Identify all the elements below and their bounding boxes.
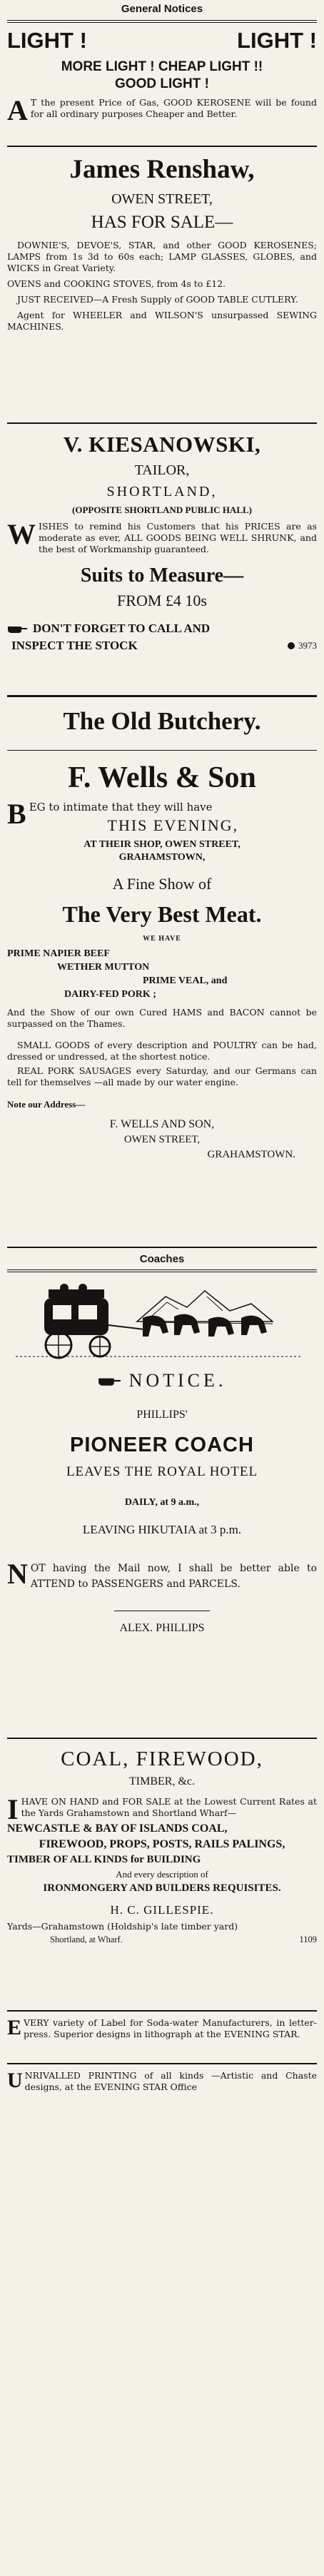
meat-list: [7, 947, 317, 1001]
advert-body: BEG to intimate that they will have: [7, 798, 213, 830]
advert-body: SMALL GOODS of every description and POULTRY can be had, dressed or undressed, at the shortest notice.: [7, 1040, 317, 1062]
advert-body: UNRIVALLED PRINTING of all kinds —Artistic and Chaste designs, at the EVENING STAR Office: [7, 2069, 317, 2092]
advertiser-trade: TAILOR,: [134, 462, 190, 478]
timber-line: TIMBER OF ALL KINDS for BUILDING: [7, 1854, 201, 1865]
coach-leaves: LEAVES THE ROYAL HOTEL: [66, 1464, 258, 1479]
advert-body: REAL PORK SAUSAGES every Saturday, and our Germans can tell for themselves —all made by our water engine.: [7, 1065, 317, 1087]
fine-show: A Fine Show of: [112, 875, 212, 893]
signature-town: GRAHAMSTOWN.: [207, 1149, 295, 1160]
advertiser-street: OWEN STREET,: [111, 191, 213, 207]
advert-title-right: LIGHT !: [237, 28, 317, 53]
kiesanowski-advert: [7, 424, 317, 695]
wharf-line: Shortland, at Wharf. 1109: [50, 1934, 317, 1944]
advert-body: NOT having the Mail now, I shall be better able to ATTEND to PASSENGERS and PARCELS.: [7, 1558, 317, 1590]
meat-item: PRIME NAPIER BEEF: [7, 948, 110, 959]
gillespie-advert: [7, 1739, 317, 2010]
signature-name: ALEX. PHILLIPS: [119, 1622, 205, 1634]
drop-cap: B: [7, 798, 26, 830]
we-have: WE HAVE: [143, 935, 181, 943]
advert-body: OVENS and COOKING STOVES, from 4s to £12.: [7, 278, 226, 289]
signature-name: H. C. GILLESPIE.: [110, 1903, 214, 1917]
coach-leaving: LEAVING HIKUTAIA at 3 p.m.: [82, 1523, 242, 1536]
advert-body: Agent for WHEELER and WILSON'S unsurpassed SEWING MACHINES.: [7, 310, 317, 332]
advertiser-name: V. KIESANOWSKI,: [63, 432, 261, 457]
suits-heading: Suits to Measure—: [80, 564, 244, 587]
coach-title: PIONEER COACH: [70, 1434, 254, 1456]
shop-town: GRAHAMSTOWN,: [118, 852, 206, 863]
meat-item: WETHER MUTTON: [57, 962, 150, 973]
coal-heading: NEWCASTLE & BAY OF ISLANDS COAL,: [7, 1822, 228, 1835]
advert-subtitle: MORE LIGHT ! CHEAP LIGHT !!: [61, 59, 263, 74]
section-heading: General Notices: [121, 3, 203, 15]
reminder-line: DON'T FORGET TO CALL AND: [7, 621, 317, 637]
renshaw-advert: [7, 147, 317, 422]
drop-cap: U: [7, 2069, 23, 2092]
suits-price: FROM £4 10s: [117, 592, 207, 609]
butchery-advert: [7, 697, 317, 1247]
drop-cap: A: [7, 94, 28, 126]
divider: [7, 750, 317, 751]
advert-body: A T the present Price of Gas, GOOD KEROSENE will be found for all ordinary purposes Cheaper and Better.: [7, 94, 317, 126]
advert-title: The Old Butchery.: [63, 707, 261, 735]
advert-title-left: LIGHT !: [7, 28, 87, 53]
ad-reference: 1109: [299, 1934, 317, 1944]
coach-owner: PHILLIPS': [136, 1409, 188, 1421]
advertiser-name: F. Wells & Son: [68, 761, 256, 794]
ad-reference: 3973: [298, 640, 317, 651]
ref-icon: [287, 642, 295, 650]
yards-line: Yards—Grahamstown (Holdship's late timber yard): [7, 1921, 238, 1932]
firewood-line: FIREWOOD, PROPS, POSTS, RAILS PALINGS,: [39, 1838, 285, 1850]
coach-daily: DAILY, at 9 a.m.,: [124, 1497, 200, 1508]
gas-advert: [7, 23, 317, 146]
advert-body: And the Show of our own Cured HAMS and BACON cannot be surpassed on the Thames.: [7, 1007, 317, 1029]
very-best: The Very Best Meat.: [62, 901, 262, 927]
notice-heading: NOTICE.: [7, 1369, 317, 1392]
drop-cap: N: [7, 1558, 28, 1590]
advert-title: COAL, FIREWOOD,: [61, 1748, 263, 1770]
pointing-hand-icon: [98, 1375, 122, 1386]
printing-advert: [7, 2064, 317, 2116]
section-heading: Coaches: [139, 1253, 185, 1265]
section-header-coaches: [7, 1248, 317, 1269]
iron-line: IRONMONGERY AND BUILDERS REQUISITES.: [43, 1882, 281, 1894]
reminder-line: INSPECT THE STOCK 3973: [11, 639, 317, 652]
drop-cap: I: [7, 1793, 19, 1825]
stagecoach-illustration: [16, 1282, 308, 1361]
advertiser-location: (OPPOSITE SHORTLAND PUBLIC HALL): [72, 504, 252, 515]
advert-body: IHAVE ON HAND and FOR SALE at the Lowest Current Rates at the Yards Grahamstown and Shortland Wharf—: [7, 1793, 317, 1825]
advert-body: EVERY variety of Label for Soda-water Manufacturers, in letter-press. Superior designs in lithograph at the EVENING STAR.: [7, 2016, 317, 2039]
advertiser-name: James Renshaw,: [69, 155, 255, 184]
drop-cap: E: [7, 2016, 22, 2039]
labels-advert: [7, 2012, 317, 2063]
pointing-hand-icon: [7, 624, 29, 634]
coach-advert: [7, 1272, 317, 1738]
meat-item: DAIRY-FED PORK ;: [64, 989, 156, 1000]
signature-street: OWEN STREET,: [123, 1134, 201, 1145]
section-header-general-notices: [7, 0, 317, 20]
advert-subtitle: GOOD LIGHT !: [115, 76, 209, 91]
advert-subtitle: TIMBER, &c.: [129, 1775, 195, 1788]
advertiser-town: SHORTLAND,: [106, 484, 218, 500]
signature-name: F. WELLS AND SON,: [109, 1118, 215, 1130]
advertiser-tagline: HAS FOR SALE—: [91, 213, 233, 232]
this-evening: THIS EVENING,: [107, 816, 239, 834]
advert-body: JUST RECEIVED—A Fresh Supply of GOOD TABLE CUTLERY.: [17, 294, 298, 305]
drop-cap: W: [7, 518, 36, 550]
meat-item: PRIME VEAL, and: [143, 975, 228, 986]
advert-body: DOWNIE'S, DEVOE'S, STAR, and other GOOD KEROSENES; LAMPS from 1s 3d to 60s each; LAMP GLASSES, GLOBES, and WICKS in Great Variety.: [7, 240, 317, 273]
advert-body: WISHES to remind his Customers that his PRICES are as moderate as ever, ALL GOODS BEING WELL SHRUNK, and the best of Workmanship guaranteed.: [7, 518, 317, 554]
address-label: Note our Address—: [7, 1099, 86, 1110]
shop-line: AT THEIR SHOP, OWEN STREET,: [83, 839, 241, 850]
and-every: And every description of: [116, 1869, 208, 1880]
